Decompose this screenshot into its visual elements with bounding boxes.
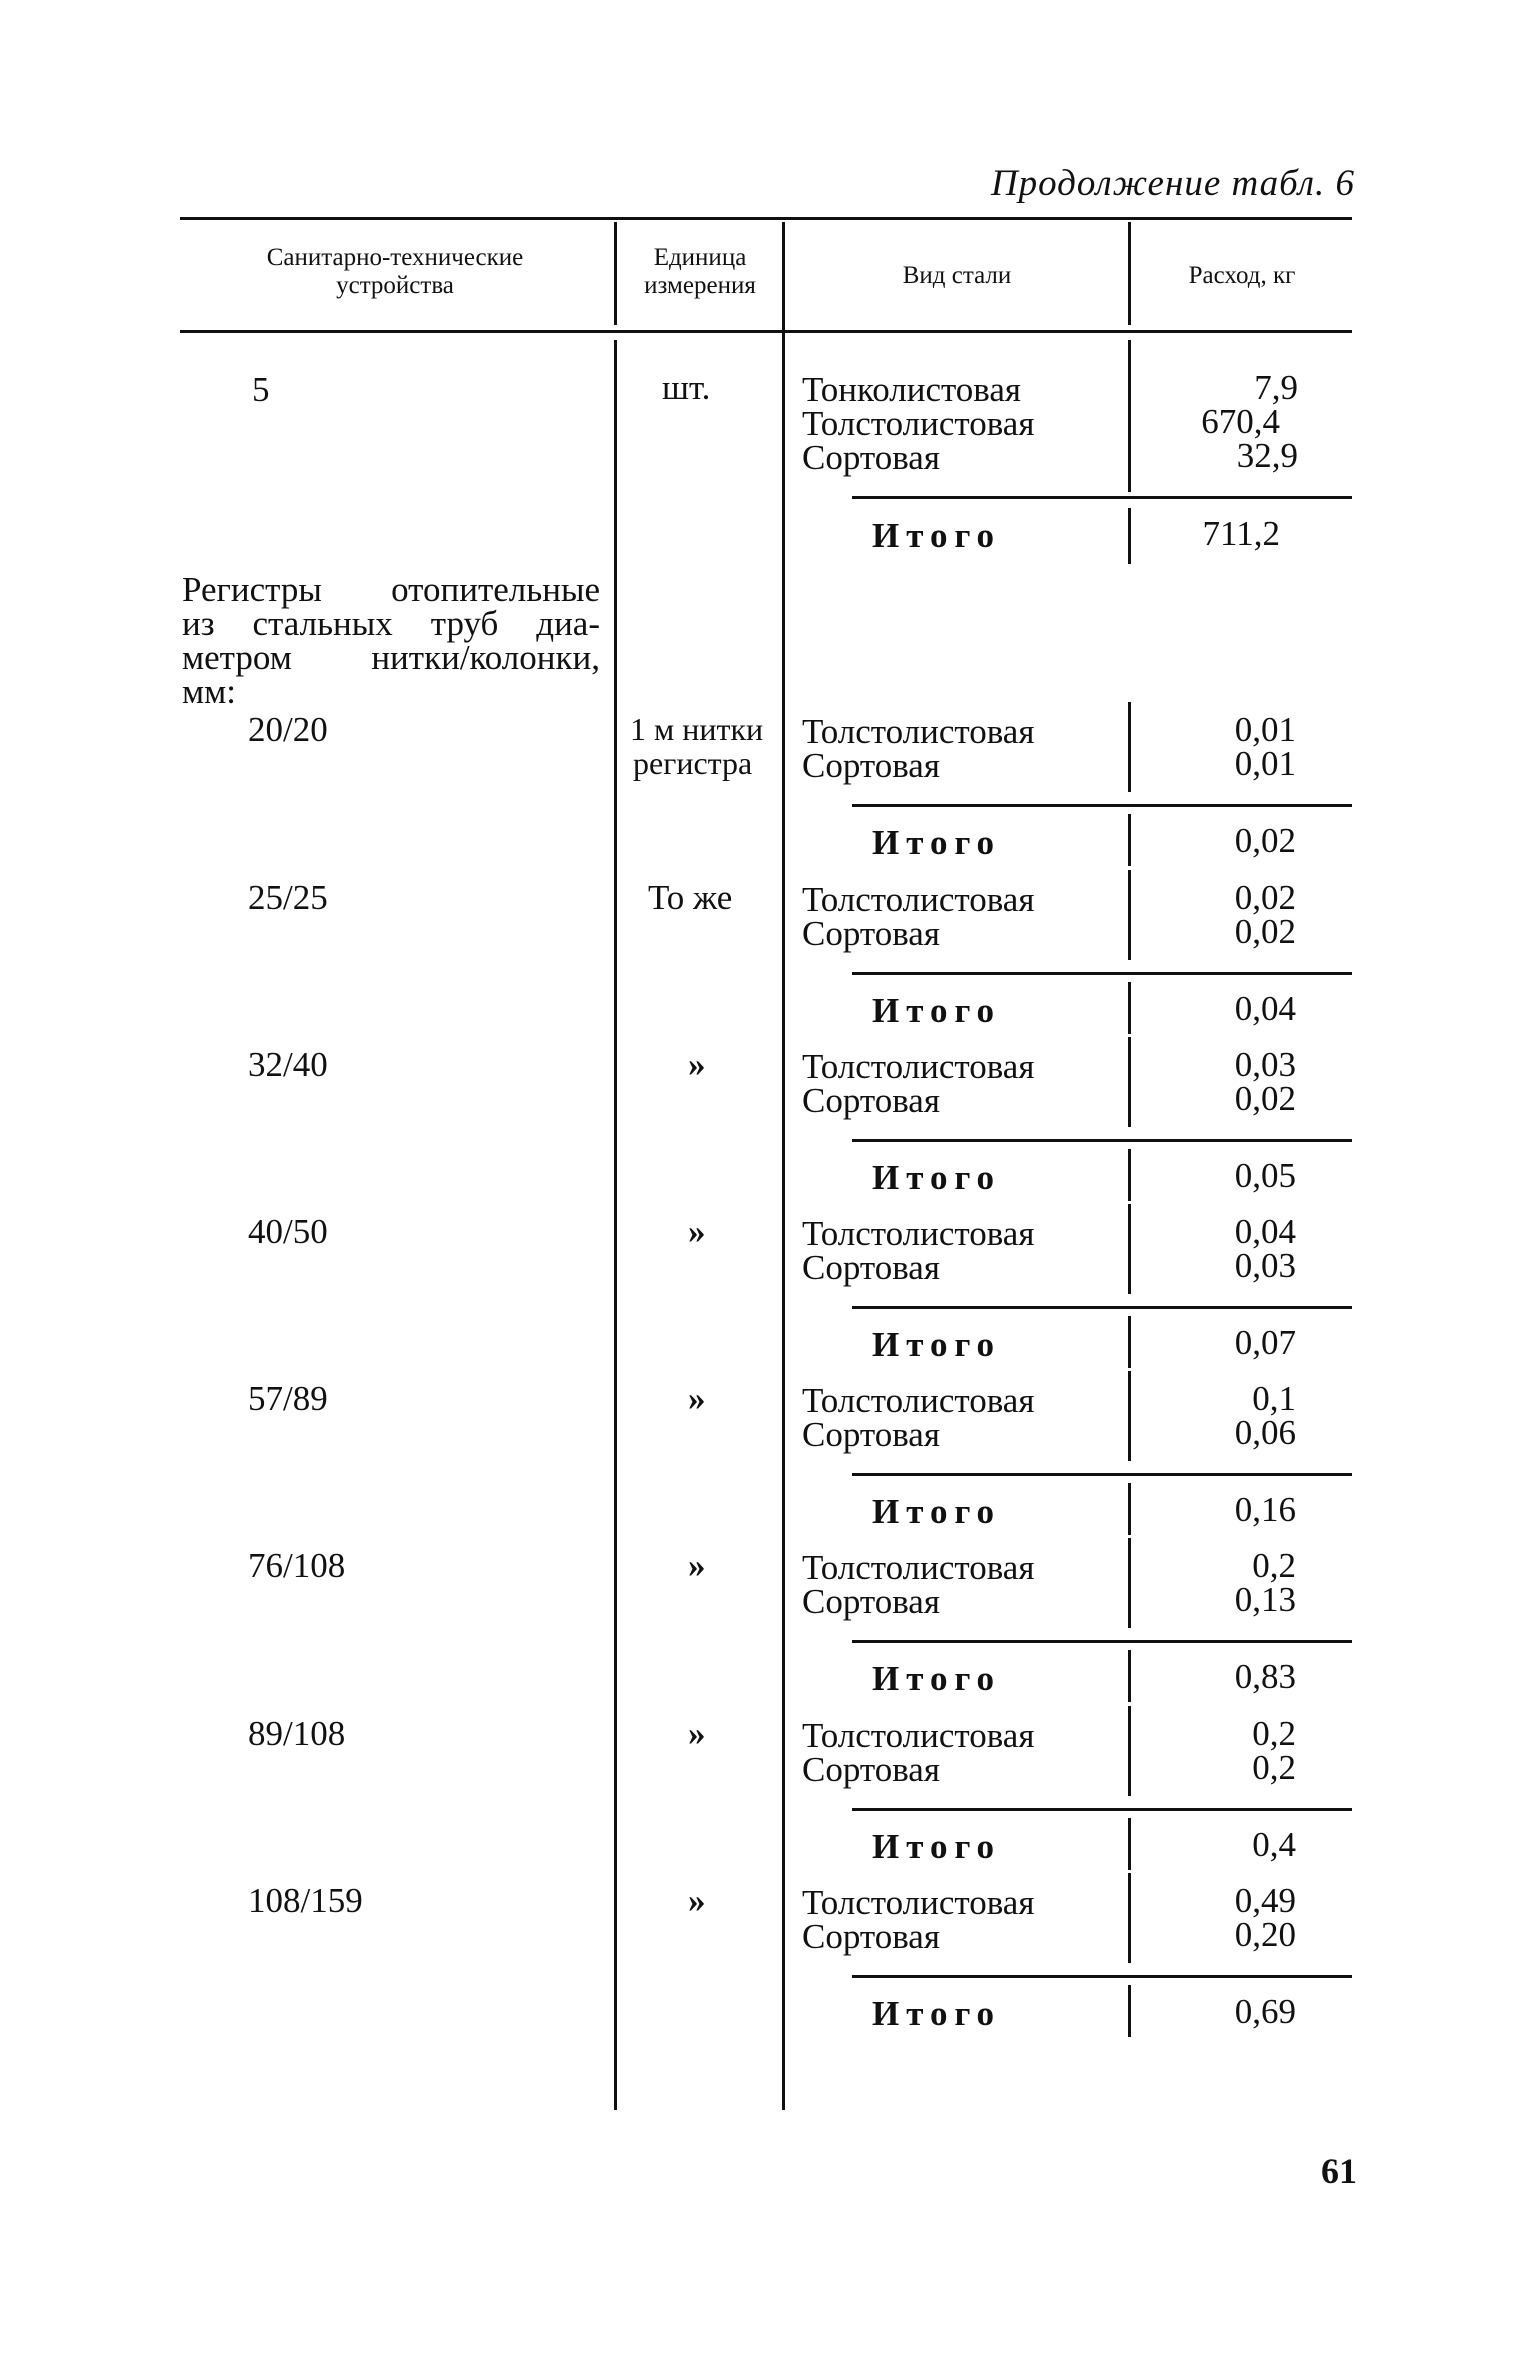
register-total-label: Итого [872, 823, 1001, 862]
column-separator-1-body [614, 340, 617, 2110]
register-total-value: 0,02 [1234, 821, 1296, 860]
register-value-rule [1128, 702, 1131, 792]
register-value-rule [1128, 1204, 1131, 1294]
register-total-rule [1128, 982, 1131, 1034]
header-steel-type: Вид стали [902, 262, 1012, 289]
register-size: 32/40 [248, 1045, 328, 1084]
register-unit-ditto: » [688, 1881, 706, 1920]
register-total-label: Итого [872, 1158, 1001, 1197]
register-value-thick: 0,2 [1252, 1714, 1296, 1753]
register-value-sort: 0,03 [1234, 1246, 1296, 1285]
register-size: 57/89 [248, 1379, 328, 1418]
header-unit [618, 244, 782, 300]
register-steel-thick: Толстолистовая [802, 1381, 1035, 1420]
register-steel-sort: Сортовая [802, 1917, 940, 1956]
column-separator-3 [1128, 222, 1131, 325]
row5-subtotal-rule [852, 496, 1352, 499]
register-total-value: 0,05 [1234, 1156, 1296, 1195]
column-separator-1 [614, 222, 617, 325]
register-steel-sort: Сортовая [802, 1081, 940, 1120]
register-unit-ditto: » [688, 1379, 706, 1418]
register-steel-sort: Сортовая [802, 1415, 940, 1454]
register-value-rule [1128, 870, 1131, 960]
register-value-rule [1128, 1873, 1131, 1963]
row5-unit: шт. [662, 368, 711, 407]
register-subtotal-rule [852, 972, 1352, 975]
row5-total-value: 711,2 [1202, 514, 1280, 553]
register-value-thick: 0,2 [1252, 1546, 1296, 1585]
register-value-sort: 0,02 [1234, 1079, 1296, 1118]
registers-desc-line3: метром нитки/колонки, [182, 638, 600, 677]
register-unit: То же [648, 878, 733, 917]
register-total-value: 0,16 [1234, 1490, 1296, 1529]
register-total-rule [1128, 1985, 1131, 2037]
register-subtotal-rule [852, 1473, 1352, 1476]
row5-value-thick: 670,4 [1201, 402, 1280, 441]
register-total-rule [1128, 1149, 1131, 1201]
registers-desc-line4: мм: [182, 672, 237, 711]
register-value-sort: 0,13 [1234, 1580, 1296, 1619]
register-subtotal-rule [852, 1808, 1352, 1811]
header-devices [190, 244, 600, 300]
row5-value-rule [1128, 340, 1131, 492]
register-subtotal-rule [852, 1139, 1352, 1142]
register-total-rule [1128, 1316, 1131, 1368]
register-size: 108/159 [248, 1881, 363, 1920]
register-steel-sort: Сортовая [802, 914, 940, 953]
register-subtotal-rule [852, 804, 1352, 807]
row5-steel-thin: Тонколистовая [802, 370, 1022, 409]
register-value-thick: 0,49 [1234, 1881, 1296, 1920]
register-unit-ditto: » [688, 1546, 706, 1585]
header-bottom-rule [180, 330, 1352, 333]
register-total-rule [1128, 814, 1131, 866]
register-value-rule [1128, 1371, 1131, 1461]
register-value-rule [1128, 1037, 1131, 1127]
page-number: 61 [1321, 2151, 1357, 2191]
register-size: 89/108 [248, 1714, 346, 1753]
register-value-sort: 0,06 [1234, 1413, 1296, 1452]
row5-label: 5 [252, 370, 270, 409]
register-size: 20/20 [248, 710, 328, 749]
register-value-rule [1128, 1538, 1131, 1628]
register-unit-ditto: » [688, 1212, 706, 1251]
header-unit-line1: Единица [653, 244, 747, 271]
table-caption: Продолжение табл. 6 [990, 163, 1355, 204]
register-value-thick: 0,01 [1234, 710, 1296, 749]
register-steel-sort: Сортовая [802, 1582, 940, 1621]
register-total-value: 0,07 [1234, 1323, 1296, 1362]
register-unit-ditto: » [688, 1714, 706, 1753]
register-subtotal-rule [852, 1640, 1352, 1643]
register-steel-sort: Сортовая [802, 746, 940, 785]
header-unit-line2: измерения [644, 272, 756, 299]
register-total-value: 0,04 [1234, 989, 1296, 1028]
register-steel-thick: Толстолистовая [802, 1716, 1035, 1755]
row5-value-thin: 7,9 [1254, 368, 1298, 407]
column-separator-2 [782, 222, 785, 2110]
row5-steel-thick: Толстолистовая [802, 404, 1035, 443]
register-steel-thick: Толстолистовая [802, 1047, 1035, 1086]
register-size: 40/50 [248, 1212, 328, 1251]
register-steel-sort: Сортовая [802, 1750, 940, 1789]
register-steel-thick: Толстолистовая [802, 1548, 1035, 1587]
register-size: 25/25 [248, 878, 328, 917]
register-total-rule [1128, 1650, 1131, 1702]
row5-total-label: Итого [872, 516, 1001, 555]
register-total-label: Итого [872, 1492, 1001, 1531]
register-size: 76/108 [248, 1546, 346, 1585]
register-value-thick: 0,03 [1234, 1045, 1296, 1084]
register-unit-line1: 1 м нитки [630, 711, 764, 747]
register-total-value: 0,4 [1252, 1825, 1296, 1864]
table-top-rule [180, 217, 1352, 220]
register-subtotal-rule [852, 1975, 1352, 1978]
header-consumption: Расход, кг [1188, 262, 1296, 289]
registers-desc-line1: Регистры отопительные [182, 570, 600, 609]
register-unit-line2: регистра [633, 745, 753, 781]
register-value-thick: 0,1 [1252, 1379, 1296, 1418]
header-devices-line1: Санитарно-технические [266, 244, 524, 271]
register-steel-thick: Толстолистовая [802, 712, 1035, 751]
register-value-rule [1128, 1706, 1131, 1796]
register-steel-thick: Толстолистовая [802, 1214, 1035, 1253]
register-total-label: Итого [872, 1827, 1001, 1866]
register-value-sort: 0,20 [1234, 1915, 1296, 1954]
register-total-rule [1128, 1818, 1131, 1870]
register-steel-thick: Толстолистовая [802, 880, 1035, 919]
register-subtotal-rule [852, 1306, 1352, 1309]
register-value-sort: 0,02 [1234, 912, 1296, 951]
register-steel-thick: Толстолистовая [802, 1883, 1035, 1922]
register-unit-ditto: » [688, 1045, 706, 1084]
register-value-thick: 0,02 [1234, 878, 1296, 917]
register-total-rule [1128, 1483, 1131, 1535]
register-total-value: 0,69 [1234, 1992, 1296, 2031]
register-total-label: Итого [872, 1325, 1001, 1364]
register-total-label: Итого [872, 1659, 1001, 1698]
register-total-label: Итого [872, 991, 1001, 1030]
header-devices-line2: устройства [336, 272, 454, 299]
row5-value-sort: 32,9 [1236, 436, 1298, 475]
register-steel-sort: Сортовая [802, 1248, 940, 1287]
register-value-thick: 0,04 [1234, 1212, 1296, 1251]
registers-desc-line2: из стальных труб диа- [182, 604, 600, 643]
register-total-label: Итого [872, 1994, 1001, 2033]
register-value-sort: 0,2 [1252, 1748, 1296, 1787]
register-value-sort: 0,01 [1234, 744, 1296, 783]
row5-steel-sort: Сортовая [802, 438, 940, 477]
register-total-value: 0,83 [1234, 1657, 1296, 1696]
